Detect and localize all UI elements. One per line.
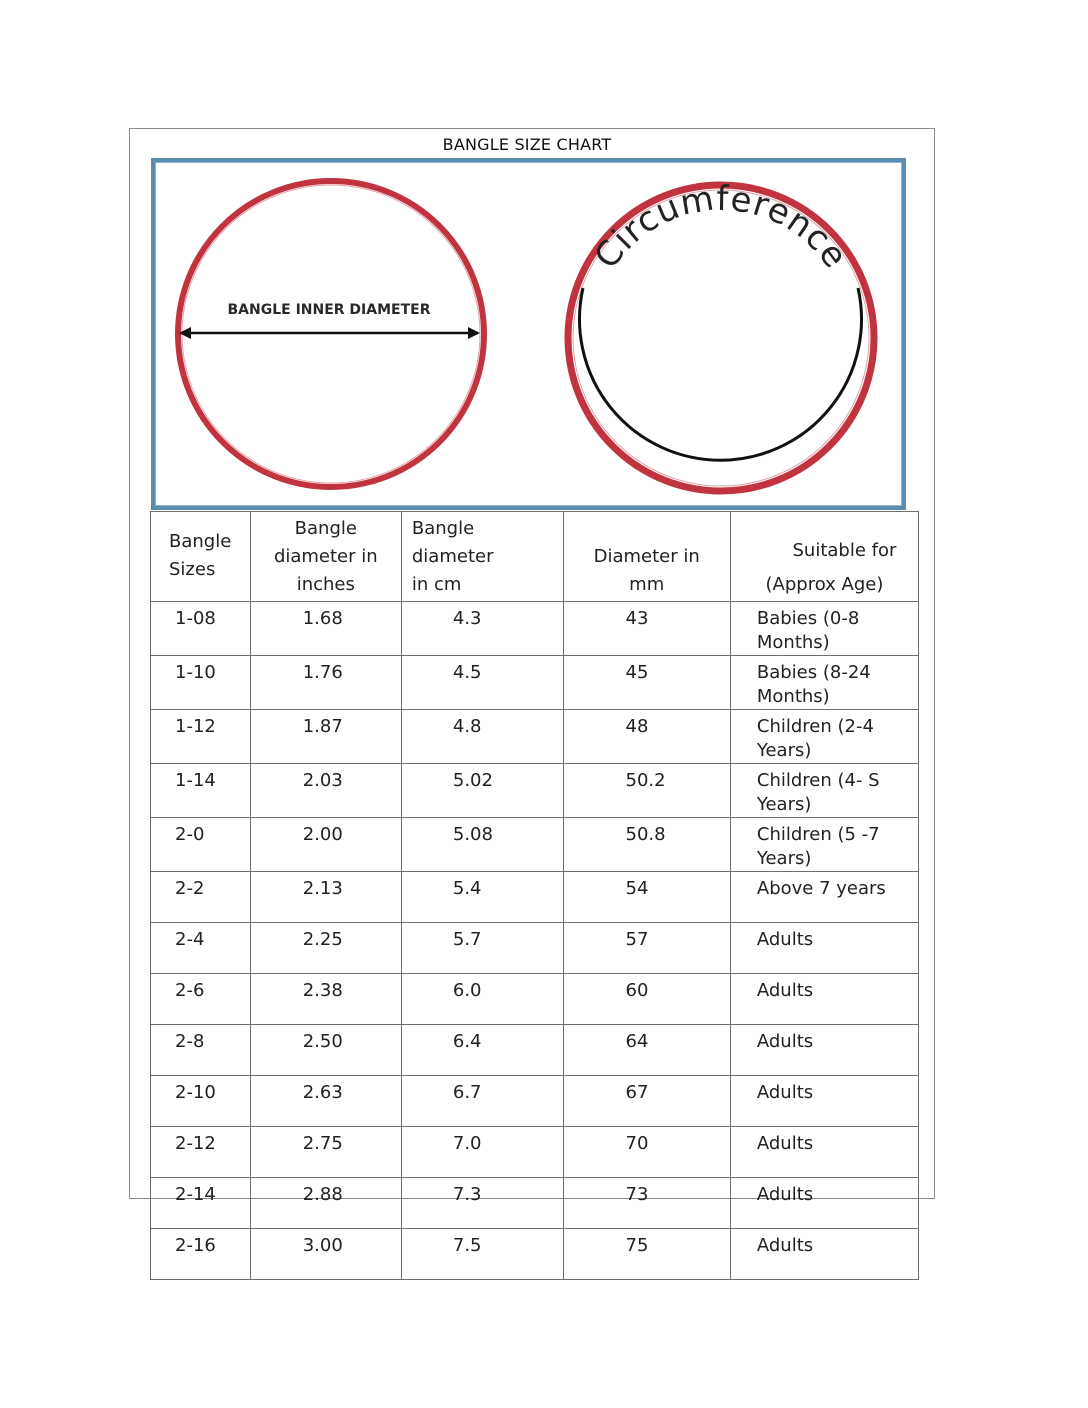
table-row xyxy=(151,1229,919,1280)
cell-inches: 2.38 xyxy=(250,974,401,1025)
header-diameter-mm: Diameter in mm xyxy=(563,512,730,602)
circumference-label: Circumference xyxy=(586,178,856,277)
cell-cm: 4.3 xyxy=(401,602,563,656)
cell-inches: 2.03 xyxy=(250,764,401,818)
cell-cm: 5.7 xyxy=(401,923,563,974)
cell-inches: 1.87 xyxy=(250,710,401,764)
cell-cm: 4.8 xyxy=(401,710,563,764)
cell-size: 1-14 xyxy=(151,764,251,818)
cell-size: 2-2 xyxy=(151,872,251,923)
cell-age: Children (5 -7 Years) xyxy=(730,818,918,872)
cell-size: 2-8 xyxy=(151,1025,251,1076)
cell-cm: 5.08 xyxy=(401,818,563,872)
header-diameter-inches: Bangle diameter in inches xyxy=(250,512,401,602)
cell-size: 1-12 xyxy=(151,710,251,764)
cell-size: 1-08 xyxy=(151,602,251,656)
header-suitable-for: Suitable for (Approx Age) xyxy=(730,512,918,602)
cell-age: Children (4- S Years) xyxy=(730,764,918,818)
bangle-diagram xyxy=(155,162,902,506)
cell-mm: 45 xyxy=(563,656,730,710)
cell-cm: 5.02 xyxy=(401,764,563,818)
cell-cm: 6.0 xyxy=(401,974,563,1025)
table-body xyxy=(151,602,919,1280)
bangle-illustration xyxy=(151,158,906,510)
cell-inches: 2.50 xyxy=(250,1025,401,1076)
cell-age: Adults xyxy=(730,1025,918,1076)
cell-size: 2-6 xyxy=(151,974,251,1025)
cell-size: 2-4 xyxy=(151,923,251,974)
cell-inches: 1.68 xyxy=(250,602,401,656)
cell-size: 1-10 xyxy=(151,656,251,710)
table-row xyxy=(151,818,919,872)
table-row xyxy=(151,602,919,656)
cell-cm: 7.0 xyxy=(401,1127,563,1178)
diameter-label: BANGLE INNER DIAMETER xyxy=(227,302,431,318)
header-diameter-cm: Bangle diameter in cm xyxy=(401,512,563,602)
cell-cm: 6.7 xyxy=(401,1076,563,1127)
cell-mm: 48 xyxy=(563,710,730,764)
cell-inches: 3.00 xyxy=(250,1229,401,1280)
cell-age: Children (2-4 Years) xyxy=(730,710,918,764)
cell-inches: 2.00 xyxy=(250,818,401,872)
cell-age: Adults xyxy=(730,1127,918,1178)
cell-mm: 60 xyxy=(563,974,730,1025)
right-bangle xyxy=(568,178,874,491)
table-row xyxy=(151,923,919,974)
cell-age: Adults xyxy=(730,1076,918,1127)
cell-inches: 1.76 xyxy=(250,656,401,710)
table-row xyxy=(151,764,919,818)
cell-mm: 70 xyxy=(563,1127,730,1178)
cell-inches: 2.25 xyxy=(250,923,401,974)
cell-mm: 75 xyxy=(563,1229,730,1280)
cell-inches: 2.13 xyxy=(250,872,401,923)
cell-age: Adults xyxy=(730,974,918,1025)
cell-inches: 2.63 xyxy=(250,1076,401,1127)
table-row xyxy=(151,1076,919,1127)
table-row xyxy=(151,1178,919,1229)
cell-mm: 73 xyxy=(563,1178,730,1229)
cell-mm: 57 xyxy=(563,923,730,974)
cell-age: Babies (0-8 Months) xyxy=(730,602,918,656)
table-row xyxy=(151,872,919,923)
table-row xyxy=(151,710,919,764)
cell-age: Adults xyxy=(730,923,918,974)
bangle-size-table xyxy=(150,511,919,1280)
cell-size: 2-12 xyxy=(151,1127,251,1178)
table-row xyxy=(151,974,919,1025)
cell-mm: 50.8 xyxy=(563,818,730,872)
cell-mm: 67 xyxy=(563,1076,730,1127)
cell-age: Babies (8-24 Months) xyxy=(730,656,918,710)
cell-cm: 7.3 xyxy=(401,1178,563,1229)
cell-mm: 43 xyxy=(563,602,730,656)
cell-size: 2-10 xyxy=(151,1076,251,1127)
cell-mm: 54 xyxy=(563,872,730,923)
cell-inches: 2.75 xyxy=(250,1127,401,1178)
cell-age: Adults xyxy=(730,1178,918,1229)
cell-size: 2-0 xyxy=(151,818,251,872)
table-row xyxy=(151,656,919,710)
table-row xyxy=(151,1127,919,1178)
cell-size: 2-16 xyxy=(151,1229,251,1280)
table-header-row xyxy=(151,512,919,602)
cell-cm: 5.4 xyxy=(401,872,563,923)
cell-mm: 50.2 xyxy=(563,764,730,818)
cell-cm: 7.5 xyxy=(401,1229,563,1280)
cell-age: Adults xyxy=(730,1229,918,1280)
cell-mm: 64 xyxy=(563,1025,730,1076)
cell-age: Above 7 years xyxy=(730,872,918,923)
cell-cm: 4.5 xyxy=(401,656,563,710)
cell-inches: 2.88 xyxy=(250,1178,401,1229)
cell-size: 2-14 xyxy=(151,1178,251,1229)
cell-cm: 6.4 xyxy=(401,1025,563,1076)
table-row xyxy=(151,1025,919,1076)
chart-title: BANGLE SIZE CHART xyxy=(442,135,612,154)
header-bangle-sizes: Bangle Sizes xyxy=(151,512,251,602)
circumference-arc xyxy=(580,288,862,460)
